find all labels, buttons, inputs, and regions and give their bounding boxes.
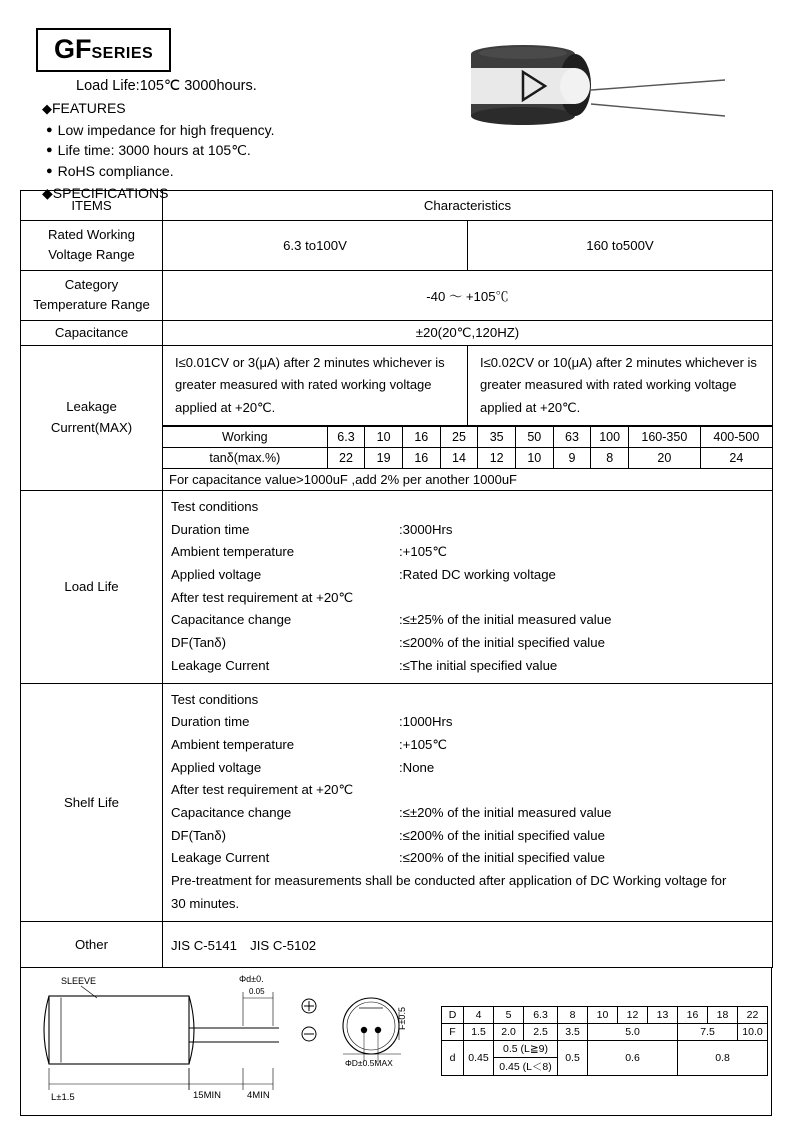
capacitance-value: ±20(20℃,120HZ) (163, 320, 773, 345)
field-label: Ambient temperature (171, 736, 295, 752)
field-value: :≤200% of the initial specified value (399, 850, 605, 866)
field-value (399, 689, 764, 712)
leakage-right-text (468, 346, 773, 426)
dim-cell: 22 (738, 1006, 768, 1023)
tan-working-value: 400-500 (700, 426, 772, 447)
tan-delta-value: 9 (553, 447, 591, 468)
list-item (171, 757, 764, 780)
capacitance-note: For capacitance value>1000uF ,add 2% per another 1000uF (163, 468, 772, 490)
field-label: Applied voltage (171, 759, 262, 775)
dim-cell: 1.5 (464, 1023, 494, 1040)
shelf-life-content (163, 683, 773, 921)
field-value: :None (399, 759, 435, 775)
specifications-table (20, 190, 773, 968)
tan-delta-value: 8 (591, 447, 629, 468)
table-row (21, 345, 773, 490)
dim-cell: 16 (678, 1006, 708, 1023)
table-row (21, 490, 773, 683)
list-item (171, 564, 764, 587)
field-value: :Rated DC working voltage (399, 567, 556, 582)
diamond-icon: ◆ (42, 184, 53, 201)
category-temp-value: -40 ～ +105℃ (163, 270, 773, 320)
other-value: JIS C-5141 JIS C-5102 (163, 921, 773, 967)
table-row (21, 221, 773, 271)
features-heading-label: FEATURES (52, 100, 126, 116)
field-value (399, 587, 764, 610)
tan-delta-label: tanδ(max.%) (163, 447, 327, 468)
dim-cell: 0.45 (464, 1040, 494, 1075)
table-row (21, 320, 773, 345)
list-item (171, 734, 764, 757)
dim-cell: 0.5 (L≧9) (494, 1040, 558, 1057)
tan-delta-value: 12 (478, 447, 516, 468)
dim-cell: 7.5 (678, 1023, 738, 1040)
tan-working-value: 50 (515, 426, 553, 447)
list-item: ● RoHS compliance. (46, 161, 773, 181)
leakage-right-value: I≤0.02CV or 10(μA) after 2 minutes whichever is greater measured with rated working voltage applied at +20℃. (480, 354, 757, 415)
tan-delta-value: 24 (700, 447, 772, 468)
leakage-content (163, 345, 773, 490)
table-row (21, 270, 773, 320)
list-item (171, 802, 764, 825)
field-value: :3000Hrs (399, 521, 453, 537)
tan-delta-table (163, 426, 772, 490)
tan-delta-value: 20 (629, 447, 701, 468)
field-label: Leakage Current (171, 657, 270, 673)
dim-cell: 5 (494, 1006, 524, 1023)
shelf-life-note-line2: 30 minutes. (171, 895, 240, 911)
label-line: Temperature Range (33, 297, 150, 313)
table-row (442, 1006, 768, 1023)
load-life-summary: Load Life:105℃ 3000hours. (76, 78, 257, 94)
dimension-table (441, 1006, 768, 1076)
capacitor-dimension-drawing (21, 968, 441, 1114)
svg-text:L±1.5: L±1.5 (51, 1091, 75, 1103)
svg-text:SLEEVE: SLEEVE (61, 975, 97, 986)
rated-voltage-high: 160 to500V (468, 221, 773, 271)
dim-cell: 5.0 (588, 1023, 678, 1040)
dim-row-label: D (442, 1006, 464, 1023)
list-item (171, 655, 764, 678)
svg-text:15MIN: 15MIN (193, 1089, 221, 1101)
product-title-box (36, 28, 171, 72)
list-item (171, 779, 764, 802)
table-row (21, 683, 773, 921)
field-value (399, 779, 764, 802)
dim-cell: 6.3 (524, 1006, 558, 1023)
row-label-other: Other (21, 921, 163, 967)
label-line: Rated Working (48, 227, 135, 242)
table-row (163, 468, 772, 490)
tan-delta-value: 16 (402, 447, 440, 468)
field-label: Applied voltage (171, 567, 262, 582)
capacitor-illustration (463, 34, 733, 134)
header-items: ITEMS (21, 191, 163, 221)
dim-cell: 0.5 (558, 1040, 588, 1075)
table-row (163, 426, 772, 447)
dim-cell: 13 (648, 1006, 678, 1023)
tan-working-value: 6.3 (327, 426, 365, 447)
field-label: Capacitance change (171, 805, 292, 821)
tan-working-value: 16 (402, 426, 440, 447)
leakage-left-value: I≤0.01CV or 3(μA) after 2 minutes whichever is greater measured with rated working voltage applied at +20℃. (175, 354, 445, 415)
svg-text:0.05: 0.05 (249, 986, 265, 996)
dim-cell: 0.45 (L＜8) (494, 1057, 558, 1075)
dim-row-label: d (442, 1040, 464, 1075)
list-item (171, 711, 764, 734)
specifications-heading (42, 185, 773, 202)
list-item (171, 847, 764, 870)
field-label: Capacitance change (171, 612, 292, 628)
header-characteristics: Characteristics (163, 191, 773, 221)
list-item (171, 689, 764, 712)
dim-cell: 0.8 (678, 1040, 768, 1075)
tan-delta-value: 14 (440, 447, 478, 468)
dim-cell: 8 (558, 1006, 588, 1023)
field-label: Leakage Current (171, 850, 270, 866)
field-value: :≤200% of the initial specified value (399, 635, 605, 651)
table-row (21, 921, 773, 967)
field-label: After test requirement at +20℃ (171, 782, 354, 798)
field-value: :+105℃ (399, 544, 448, 560)
field-label: DF(Tanδ) (171, 635, 226, 651)
list-item (171, 496, 764, 519)
dim-cell: 12 (618, 1006, 648, 1023)
label-line: Current(MAX) (50, 419, 133, 435)
header (20, 20, 773, 201)
row-label-load-life: Load Life (21, 490, 163, 683)
tan-working-value: 100 (591, 426, 629, 447)
svg-text:ΦD±0.5MAX: ΦD±0.5MAX (345, 1057, 393, 1068)
row-label-category-temp (21, 270, 163, 320)
shelf-life-note-line1: Pre-treatment for measurements shall be conducted after application of DC Working voltage for (171, 873, 727, 889)
svg-text:F±0.5: F±0.5 (397, 1006, 407, 1030)
tan-working-value: 10 (365, 426, 403, 447)
tan-delta-value: 19 (365, 447, 403, 468)
row-label-shelf-life: Shelf Life (21, 683, 163, 921)
product-title: GF (54, 34, 92, 64)
field-label: Ambient temperature (171, 544, 295, 560)
leakage-left-text (163, 346, 468, 426)
dim-cell: 0.6 (588, 1040, 678, 1075)
field-label: Test conditions (171, 691, 259, 707)
field-value: :1000Hrs (399, 714, 453, 730)
list-item (171, 541, 764, 564)
table-row (442, 1023, 768, 1040)
label-line: Leakage (66, 399, 117, 415)
dim-cell: 2.0 (494, 1023, 524, 1040)
list-item (171, 609, 764, 632)
table-row (163, 447, 772, 468)
field-label: DF(Tanδ) (171, 827, 226, 843)
tan-delta-value: 10 (515, 447, 553, 468)
load-life-content (163, 490, 773, 683)
specifications-heading-label: SPECIFICATIONS (52, 184, 169, 201)
field-value (399, 496, 764, 519)
diamond-icon: ◆ (42, 101, 52, 116)
dim-cell: 3.5 (558, 1023, 588, 1040)
list-item (171, 587, 764, 610)
row-label-capacitance: Capacitance (21, 320, 163, 345)
svg-text:4MIN: 4MIN (247, 1089, 270, 1101)
list-item (171, 519, 764, 542)
field-value: :≤±20% of the initial measured value (399, 805, 612, 821)
dim-cell: 18 (708, 1006, 738, 1023)
product-subtitle: SERIES (91, 45, 154, 62)
field-value: :+105℃ (399, 736, 448, 752)
field-value: :≤200% of the initial specified value (399, 827, 605, 843)
dim-row-label: F (442, 1023, 464, 1040)
list-item (171, 632, 764, 655)
tan-working-value: 35 (478, 426, 516, 447)
dim-cell: 10.0 (738, 1023, 768, 1040)
list-item: ● Life time: 3000 hours at 105℃. (46, 140, 773, 160)
tan-delta-block (163, 425, 772, 490)
tan-working-value: 160-350 (629, 426, 701, 447)
field-value: :≤The initial specified value (399, 657, 558, 673)
tan-working-value: 63 (553, 426, 591, 447)
table-row (442, 1040, 768, 1057)
svg-text:Φd±0.: Φd±0. (239, 973, 264, 984)
dim-cell: 10 (588, 1006, 618, 1023)
list-item: ● Low impedance for high frequency. (46, 120, 773, 140)
row-label-leakage (21, 345, 163, 490)
field-label: Duration time (171, 714, 250, 730)
label-line: Voltage Range (48, 247, 135, 263)
dimension-drawing-box (20, 968, 772, 1116)
tan-working-value: 25 (440, 426, 478, 447)
dim-cell: 2.5 (524, 1023, 558, 1040)
field-label: Duration time (171, 521, 250, 537)
label-line: Category (64, 276, 119, 292)
list-item (171, 825, 764, 848)
rated-voltage-low: 6.3 to100V (163, 221, 468, 271)
tan-delta-value: 22 (327, 447, 365, 468)
field-label: Test conditions (171, 498, 259, 514)
field-value: :≤±25% of the initial measured value (399, 612, 612, 628)
tan-working-label: Working (163, 426, 327, 447)
dim-cell: 4 (464, 1006, 494, 1023)
row-label-rated-voltage (21, 221, 163, 271)
field-label: After test requirement at +20℃ (171, 589, 354, 605)
